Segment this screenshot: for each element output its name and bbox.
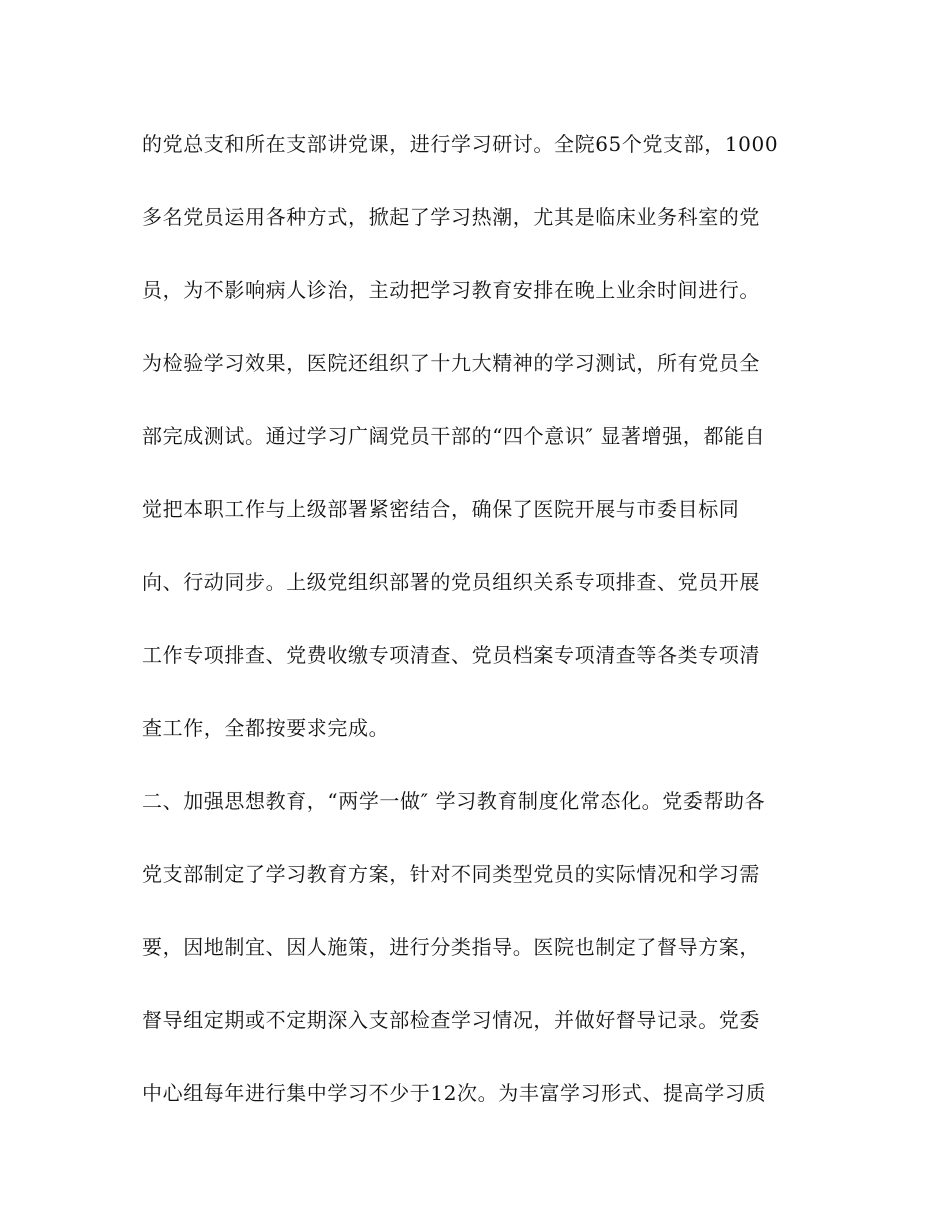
text-line: 督导组定期或不定期深入支部检查学习情况，并做好督导记录。党委 [142, 1008, 760, 1032]
text-line: 的党总支和所在支部讲党课，进行学习研讨。全院65个党支部，1000 [142, 132, 779, 156]
text-line: 向、行动同步。上级党组织部署的党员组织关系专项排查、党员开展 [142, 570, 760, 594]
text-line: 要，因地制宜、因人施策，进行分类指导。医院也制定了督导方案， [142, 935, 760, 959]
text-line: 觉把本职工作与上级部署紧密结合，确保了医院开展与市委目标同 [142, 497, 740, 521]
text-line: 部完成测试。通过学习广阔党员干部的“四个意识″ 显著增强，都能自 [142, 424, 766, 448]
text-line: 员，为不影响病人诊治，主动把学习教育安排在晚上业余时间进行。 [142, 278, 760, 302]
body-text [142, 118, 822, 1140]
section-heading-line: 二、加强思想教育，“两学一做″ 学习教育制度化常态化。党委帮助各 [142, 789, 766, 813]
text-line: 为检验学习效果，医院还组织了十九大精神的学习测试，所有党员全 [142, 351, 760, 375]
text-line: 查工作，全都按要求完成。 [142, 716, 390, 740]
text-line: 多名党员运用各种方式，掀起了学习热潮，尤其是临床业务科室的党 [142, 205, 760, 229]
text-line: 中心组每年进行集中学习不少于12次。为丰富学习形式、提高学习质 [142, 1081, 767, 1105]
text-line: 党支部制定了学习教育方案，针对不同类型党员的实际情况和学习需 [142, 862, 760, 886]
text-line: 工作专项排查、党费收缴专项清查、党员档案专项清查等各类专项清 [142, 643, 760, 667]
